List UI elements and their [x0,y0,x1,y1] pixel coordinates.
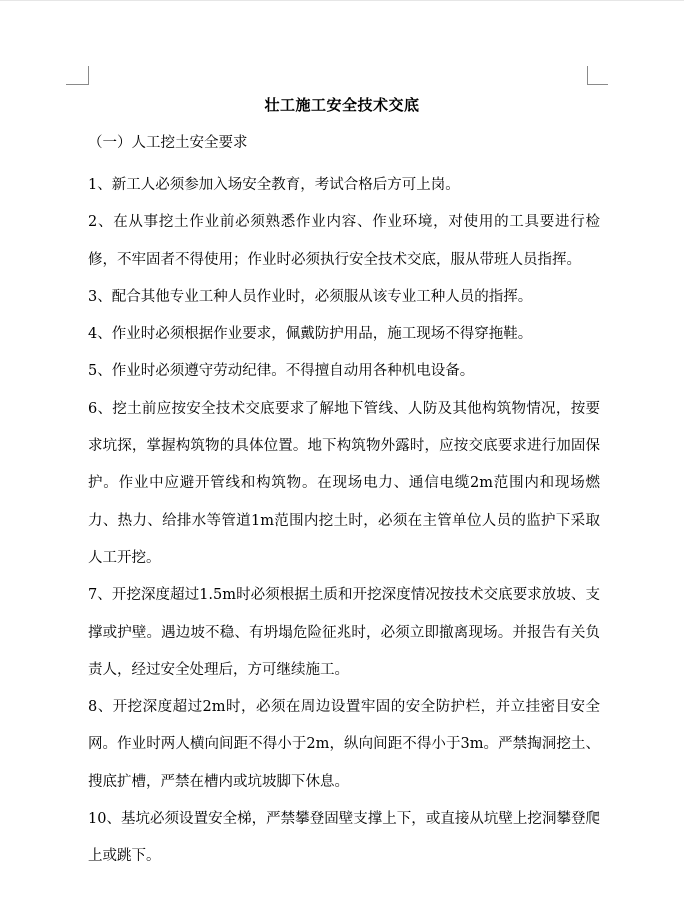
list-item-1: 1、新工人必须参加入场安全教育，考试合格后方可上岗。 [88,177,460,193]
document-title: 壮工施工安全技术交底 [264,96,420,114]
list-item-7: 7、开挖深度超过1.5m时必须根据土质和开挖深度情况按技术交底要求放坡、支撑或护壁。遇边坡不稳、有坍塌危险征兆时，必须立即撤离现场。并报告有关负责人，经过安全处理后，方可继续施工。 [88,587,600,678]
list-item-3: 3、配合其他专业工种人员作业时，必须服从该专业工种人员的指挥。 [88,288,533,305]
list-item-4: 4、作业时必须根据作业要求，佩戴防护用品，施工现场不得穿拖鞋。 [88,326,533,343]
crop-mark-top-right [587,66,608,85]
list-item-2: 2、在从事挖土作业前必须熟悉作业内容、作业环境，对使用的工具要进行检修，不牢固者不得使用；作业时必须执行安全技术交底，服从带班人员指挥。 [88,214,600,268]
list-item-5: 5、作业时必须遵守劳动纪律。不得擅自动用各种机电设备。 [88,363,475,380]
list-item-10: 10、基坑必须设置安全梯，严禁攀登固壁支撑上下，或直接从坑壁上挖洞攀登爬上或跳下。 [88,811,600,865]
list-item-8: 8、开挖深度超过2m时，必须在周边设置牢固的安全防护栏，并立挂密目安全网。作业时两人横向间距不得小于2m，纵向间距不得小于3m。严禁掏洞挖土、搜底扩槽，严禁在槽内或坑坡脚下休息。 [88,699,600,790]
section-heading: （一）人工挖土安全要求 [88,135,248,151]
document-body [88,130,600,876]
list-item-6: 6、挖土前应按安全技术交底要求了解地下管线、人防及其他构筑物情况，按要求坑探，掌握构筑物的具体位置。地下构筑物外露时，应按交底要求进行加固保护。作业中应避开管线和构筑物。在现场电力、通信电缆2m范围内和现场燃力、热力、给排水等管道1m范围内挖土时，必须在主管单位人员的监护下采取人工开挖。 [88,400,600,566]
crop-mark-top-left [66,66,89,85]
page-top-edge [0,0,684,1]
